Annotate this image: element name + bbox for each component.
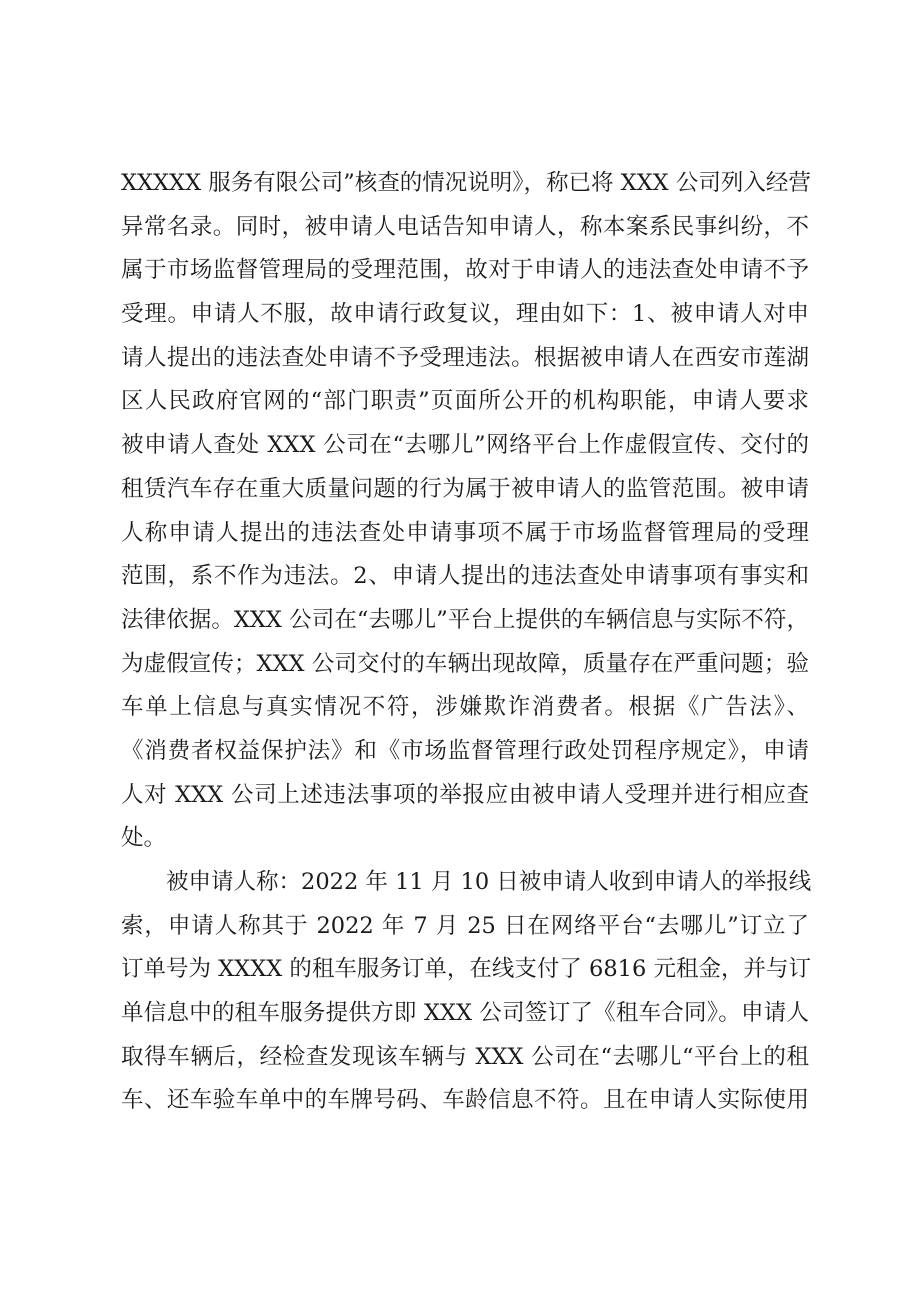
paragraph-line: 为虚假宣传；XXX 公司交付的车辆出现故障，质量存在严重问题；验 xyxy=(121,650,809,677)
paragraph-line: 车、还车验车单中的车牌号码、车龄信息不符。且在申请人实际使用 xyxy=(121,1087,809,1114)
paragraph-line: 人称申请人提出的违法查处申请事项不属于市场监督管理局的受理 xyxy=(121,519,809,546)
paragraph-line: 单信息中的租车服务提供方即 XXX 公司签订了《租车合同》。申请人 xyxy=(121,1000,809,1027)
paragraph-line: 车单上信息与真实情况不符，涉嫌欺诈消费者。根据《广告法》、 xyxy=(121,694,809,721)
paragraph-line: 法律依据。XXX 公司在“去哪儿”平台上提供的车辆信息与实际不符， xyxy=(121,606,809,633)
paragraph-line: 请人提出的违法查处申请不予受理违法。根据被申请人在西安市莲湖 xyxy=(121,344,809,371)
paragraph-line: 属于市场监督管理局的受理范围，故对于申请人的违法查处申请不予 xyxy=(121,257,809,284)
paragraph-line: 范围，系不作为违法。2、申请人提出的违法查处申请事项有事实和 xyxy=(121,563,809,590)
document-body xyxy=(121,162,812,1123)
paragraph-line: 被申请人查处 XXX 公司在“去哪儿”网络平台上作虚假宣传、交付的 xyxy=(121,432,809,459)
paragraph-line: 异常名录。同时，被申请人电话告知申请人，称本案系民事纠纷，不 xyxy=(121,213,809,240)
paragraph-line: 《消费者权益保护法》和《市场监督管理行政处罚程序规定》，申请 xyxy=(121,737,809,764)
paragraph-line: 区人民政府官网的“部门职责”页面所公开的机构职能，申请人要求 xyxy=(121,388,809,415)
paragraph-line: 索，申请人称其于 2022 年 7 月 25 日在网络平台“去哪儿”订立了 xyxy=(121,912,809,939)
paragraph-1 xyxy=(121,162,809,861)
paragraph-2 xyxy=(121,861,812,1123)
paragraph-line: 租赁汽车存在重大质量问题的行为属于被申请人的监管范围。被申请 xyxy=(121,475,809,502)
paragraph-line: 处。 xyxy=(121,825,167,852)
paragraph-line: 受理。申请人不服，故申请行政复议，理由如下：1、被申请人对申 xyxy=(121,301,809,328)
paragraph-line: 订单号为 XXXX 的租车服务订单，在线支付了 6816 元租金，并与订 xyxy=(121,956,811,983)
paragraph-line: 人对 XXX 公司上述违法事项的举报应由被申请人受理并进行相应查 xyxy=(121,781,809,808)
paragraph-line: 取得车辆后，经检查发现该车辆与 XXX 公司在“去哪儿“平台上的租 xyxy=(121,1043,809,1070)
paragraph-line: XXXXX 服务有限公司”核查的情况说明》，称已将 XXX 公司列入经营 xyxy=(121,170,811,196)
paragraph-line: 被申请人称：2022 年 11 月 10 日被申请人收到申请人的举报线 xyxy=(166,869,812,895)
